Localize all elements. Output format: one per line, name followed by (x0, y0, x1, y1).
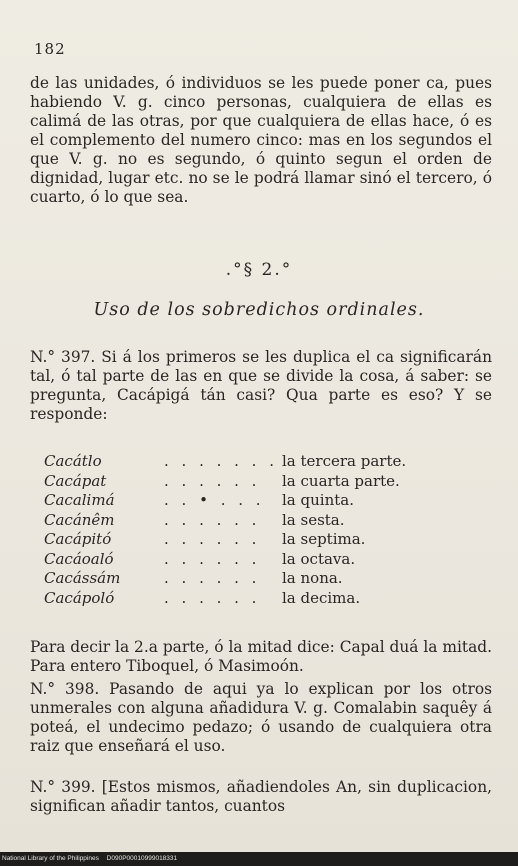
list-term: Cacássám (44, 569, 121, 587)
list-item (44, 472, 464, 492)
list-meaning: la cuarta parte. (282, 471, 400, 490)
paragraph-units: de las unidades, ó individuos se les puede poner ca, pues habiendo V. g. cinco personas, cualquiera de ellas es calimá de las otras, por que cualquiera de ellas hace, ó es el complemento del numero cinco: mas en los segundos el que V. g. no es segundo, ó quinto segun el orden de dignidad, lugar etc. no se le podrá llamar sinó el tercero, ó cuarto, ó lo que sea. (30, 74, 492, 206)
list-item (44, 511, 464, 531)
ordinal-list (44, 452, 464, 608)
scan-footer (0, 852, 518, 866)
paragraph-398: N.° 398. Pasando de aqui ya lo explican por los otros unmerales con alguna añadidura V. g. Comalabin saquêy á poteá, el undecimo pedazo; ó usando de cualquiera otra raiz que enseñará el uso. (30, 680, 492, 755)
section-mark: .°§ 2.° (225, 260, 293, 280)
paragraph-half: Para decir la 2.a parte, ó la mitad dice: Capal duá la mitad. Para entero Tiboquel, ó Masimoón. (30, 638, 492, 675)
list-meaning: la sesta. (282, 510, 345, 529)
list-term: Cacalimá (44, 491, 115, 509)
list-term: Cacánêm (44, 510, 115, 529)
leader-dots: . . . . . . (164, 549, 261, 568)
list-item (44, 589, 464, 609)
list-term: Cacápitó (44, 530, 112, 548)
leader-dots: . . . . . . (164, 588, 261, 607)
section-title: Uso de los sobredichos ordinales. (93, 300, 425, 320)
leader-dots: . . . . . . (164, 471, 261, 490)
list-meaning: la decima. (282, 588, 361, 607)
list-meaning: la tercera parte. (282, 452, 407, 470)
list-term: Cacátlo (44, 452, 102, 470)
list-item (44, 491, 464, 511)
list-term: Cacápat (44, 471, 107, 490)
list-item (44, 530, 464, 550)
footer-identifier: D090P00010999018331 (106, 855, 178, 862)
paragraph-397: N.° 397. Si á los primeros se les duplica el ca significarán tal, ó tal parte de las en que se divide la cosa, á saber: se pregunta, Cacápigá tán casi? Qua parte es eso? Y se responde: (30, 348, 492, 423)
list-term: Cacáoaló (44, 549, 114, 568)
list-meaning: la quinta. (282, 491, 354, 509)
footer-institution: National Library of the Philippines (2, 855, 99, 862)
list-item (44, 550, 464, 570)
list-meaning: la nona. (282, 569, 343, 587)
paragraph-399: N.° 399. [Estos mismos, añadiendoles An, sin duplicacion, significan añadir tantos, cuantos (30, 778, 492, 815)
list-meaning: la septima. (282, 530, 366, 548)
list-meaning: la octava. (282, 549, 356, 568)
leader-dots: . . . . . . (164, 569, 261, 587)
leader-dots: . . . . . . (164, 530, 261, 548)
page-number: 182 (34, 40, 66, 58)
list-term: Cacápoló (44, 588, 115, 607)
list-item (44, 452, 464, 472)
leader-dots: . . . . . . . (164, 452, 278, 470)
list-item (44, 569, 464, 589)
leader-dots: . . . . . . (164, 510, 261, 529)
leader-dots: . . • . . . (164, 491, 265, 509)
